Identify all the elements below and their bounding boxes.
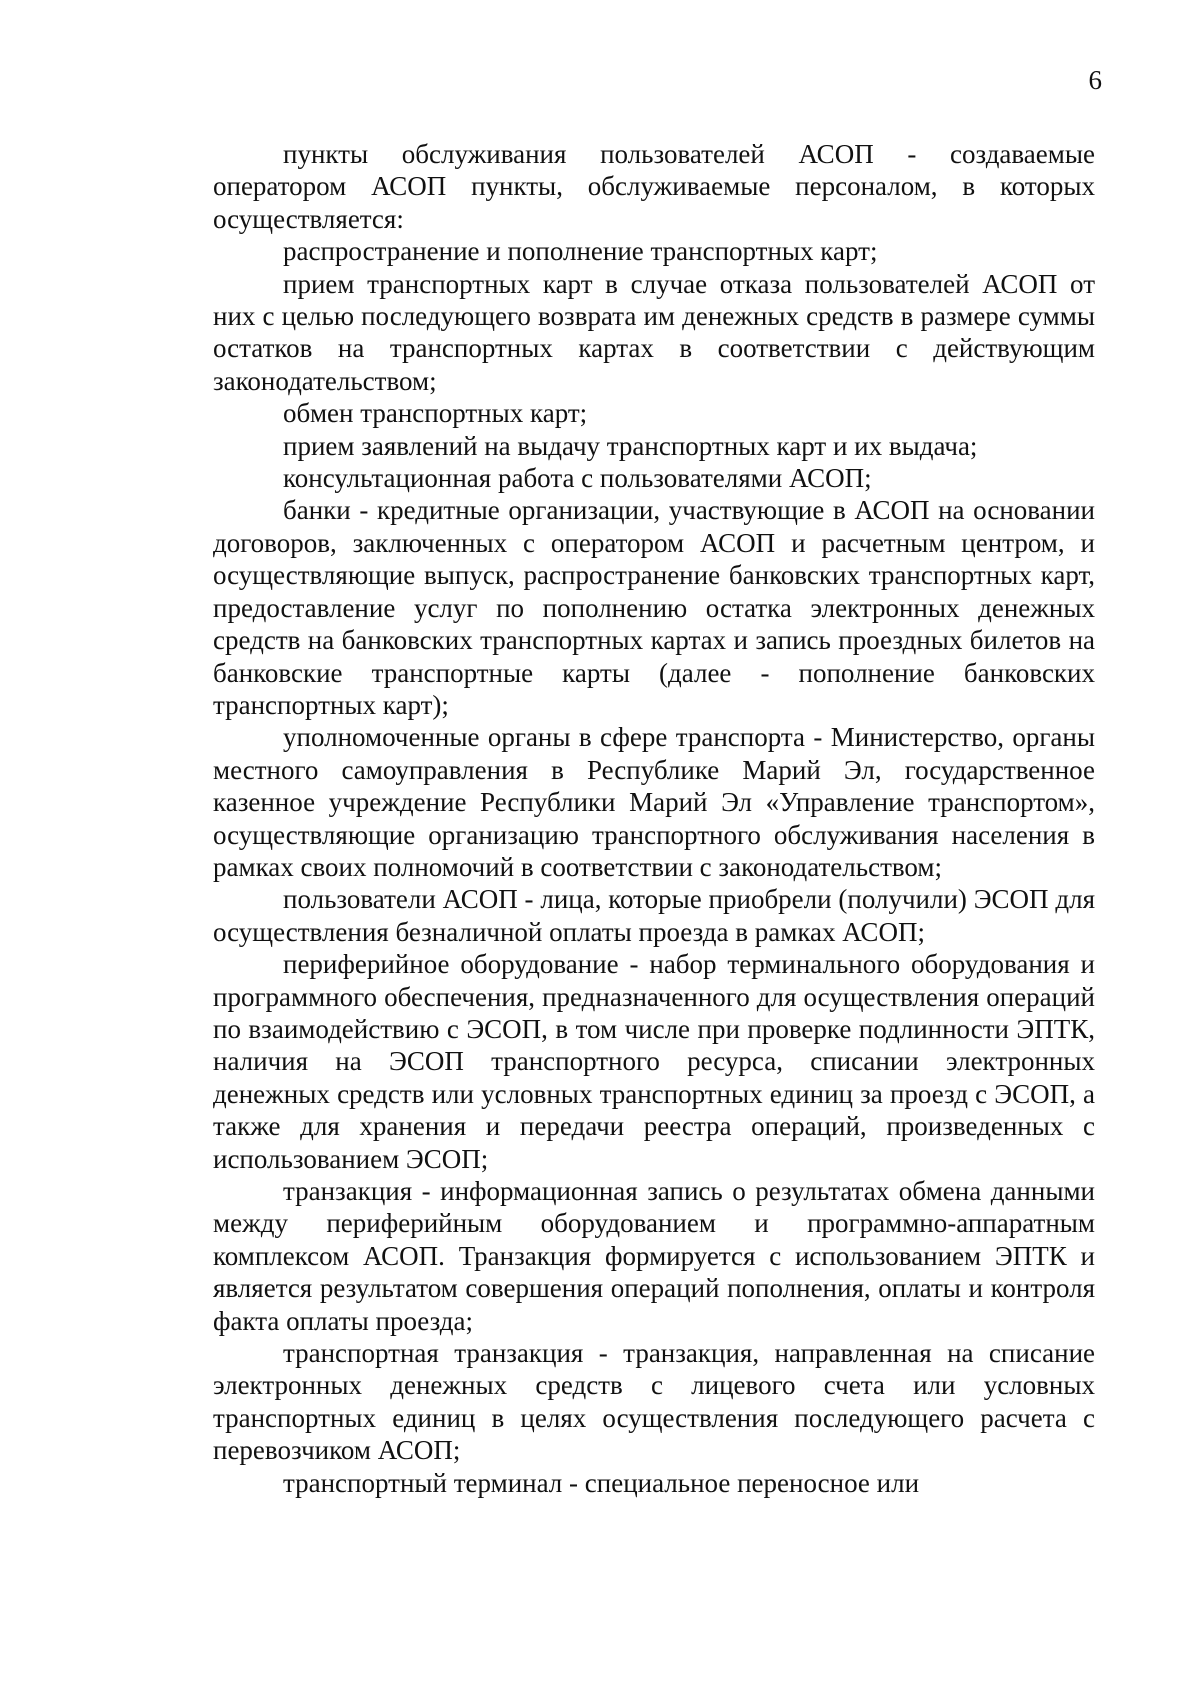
paragraph-authorized-bodies: уполномоченные органы в сфере транспорта - Министерство, органы местного самоуправления в Республике Марий Эл, государственное казенное учреждение Республики Марий Эл «Управление транспортом», осуществляющие организацию транспортного обслуживания населения в рамках своих полномочий в соответствии с законодательством;	[213, 722, 1095, 882]
paragraph-distribution: распространение и пополнение транспортных карт;	[283, 236, 878, 267]
paragraph-applications: прием заявлений на выдачу транспортных карт и их выдача;	[283, 430, 978, 461]
paragraph-banks: банки - кредитные организации, участвующие в АСОП на основании договоров, заключенных с оператором АСОП и расчетным центром, и осуществляющие выпуск, распространение банковских транспортных карт, предоставление услуг по пополнению остатка электронных денежных средств на банковских транспортных картах и запись проездных билетов на банковские транспортные карты (далее - пополнение банковских транспортных карт);	[213, 495, 1095, 720]
paragraph-service-points: пункты обслуживания пользователей АСОП - создаваемые оператором АСОП пункты, обслуживаемые персоналом, в которых осуществляется:	[213, 139, 1095, 234]
paragraph-card-exchange: обмен транспортных карт;	[283, 398, 588, 429]
paragraph-card-return: прием транспортных карт в случае отказа пользователей АСОП от них с целью последующего возврата им денежных средств в размере суммы остатков на транспортных картах в соответствии с действующим законодательством;	[213, 268, 1095, 396]
paragraph-transport-terminal: транспортный терминал - специальное переносное или	[283, 1467, 920, 1498]
paragraph-users: пользователи АСОП - лица, которые приобрели (получили) ЭСОП для осуществления безналичной оплаты проезда в рамках АСОП;	[213, 884, 1095, 947]
paragraph-transport-transaction: транспортная транзакция - транзакция, направленная на списание электронных денежных средств с лицевого счета или условных транспортных единиц в целях осуществления последующего расчета с перевозчиком АСОП;	[213, 1338, 1095, 1466]
paragraph-transaction: транзакция - информационная запись о результатах обмена данными между периферийным оборудованием и программно-аппаратным комплексом АСОП. Транзакция формируется с использованием ЭПТК и является результатом совершения операций пополнения, оплаты и контроля факта оплаты проезда;	[213, 1176, 1095, 1336]
paragraph-consulting: консультационная работа с пользователями АСОП;	[283, 463, 872, 494]
paragraph-peripheral-equipment: периферийное оборудование - набор терминального оборудования и программного обеспечения, предназначенного для осуществления операций по взаимодействию с ЭСОП, в том числе при проверке подлинности ЭПТК, наличия на ЭСОП транспортного ресурса, списании электронных денежных средств или условных транспортных единиц за проезд с ЭСОП, а также для хранения и передачи реестра операций, произведенных с использованием ЭСОП;	[213, 949, 1095, 1174]
document-body	[213, 138, 1095, 1499]
page-number: 6	[1088, 65, 1102, 95]
